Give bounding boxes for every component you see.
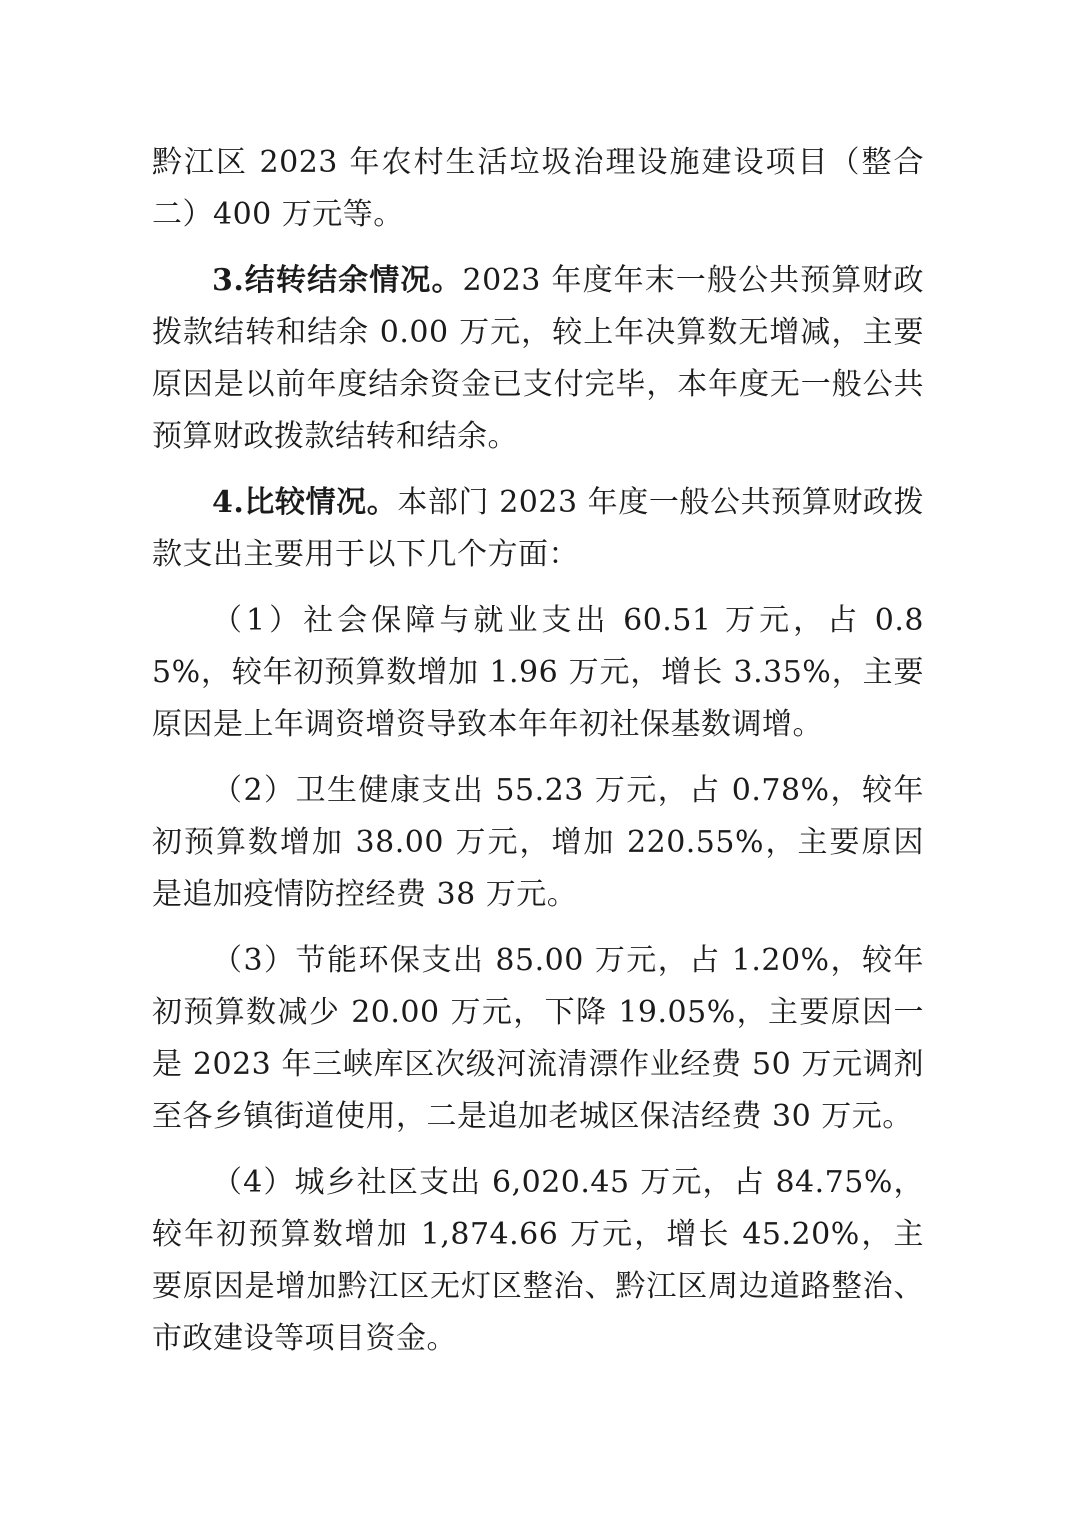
text-run: 本部门 2023 年度一般公共预算财政拨款支出主要用于以下几个方面： xyxy=(152,485,924,572)
text-run: （3）节能环保支出 85.00 万元，占 1.20%，较年初预算数减少 20.00 万元，下降 19.05%，主要原因一是 2023 年三峡库区次级河流清漂作业经费 50 万元调剂至各乡镇街道使用，二是追加老城区保洁经费 30 万元。 xyxy=(152,943,924,1134)
text-run: （4）城乡社区支出 6,020.45 万元，占 84.75%，较年初预算数增加 1,874.66 万元，增长 45.20%，主要原因是增加黔江区无灯区整治、黔江区周边道路整治、市政建设等项目资金。 xyxy=(152,1165,924,1356)
paragraph-item-2-health xyxy=(152,765,924,921)
paragraph-carryover-balance xyxy=(152,255,924,463)
paragraph-item-4-urban-rural-community xyxy=(152,1157,924,1365)
paragraph-continuation xyxy=(152,137,924,241)
paragraph-item-1-social-security xyxy=(152,595,924,751)
text-run: 黔江区 2023 年农村生活垃圾治理设施建设项目（整合二）400 万元等。 xyxy=(152,145,924,232)
paragraph-comparison-intro xyxy=(152,477,924,581)
bold-text-run: 4.比较情况。 xyxy=(212,485,398,520)
text-run: （2）卫生健康支出 55.23 万元，占 0.78%，较年初预算数增加 38.00 万元，增加 220.55%，主要原因是追加疫情防控经费 38 万元。 xyxy=(152,773,924,912)
paragraph-item-3-energy-environment xyxy=(152,935,924,1143)
bold-text-run: 3.结转结余情况。 xyxy=(212,263,463,298)
document-body xyxy=(152,137,924,1379)
text-run: （1）社会保障与就业支出 60.51 万元，占 0.85%，较年初预算数增加 1.96 万元，增长 3.35%，主要原因是上年调资增资导致本年年初社保基数调增。 xyxy=(152,603,924,742)
text-run: 2023 年度年末一般公共预算财政拨款结转和结余 0.00 万元，较上年决算数无增减，主要原因是以前年度结余资金已支付完毕，本年度无一般公共预算财政拨款结转和结余。 xyxy=(152,263,924,454)
